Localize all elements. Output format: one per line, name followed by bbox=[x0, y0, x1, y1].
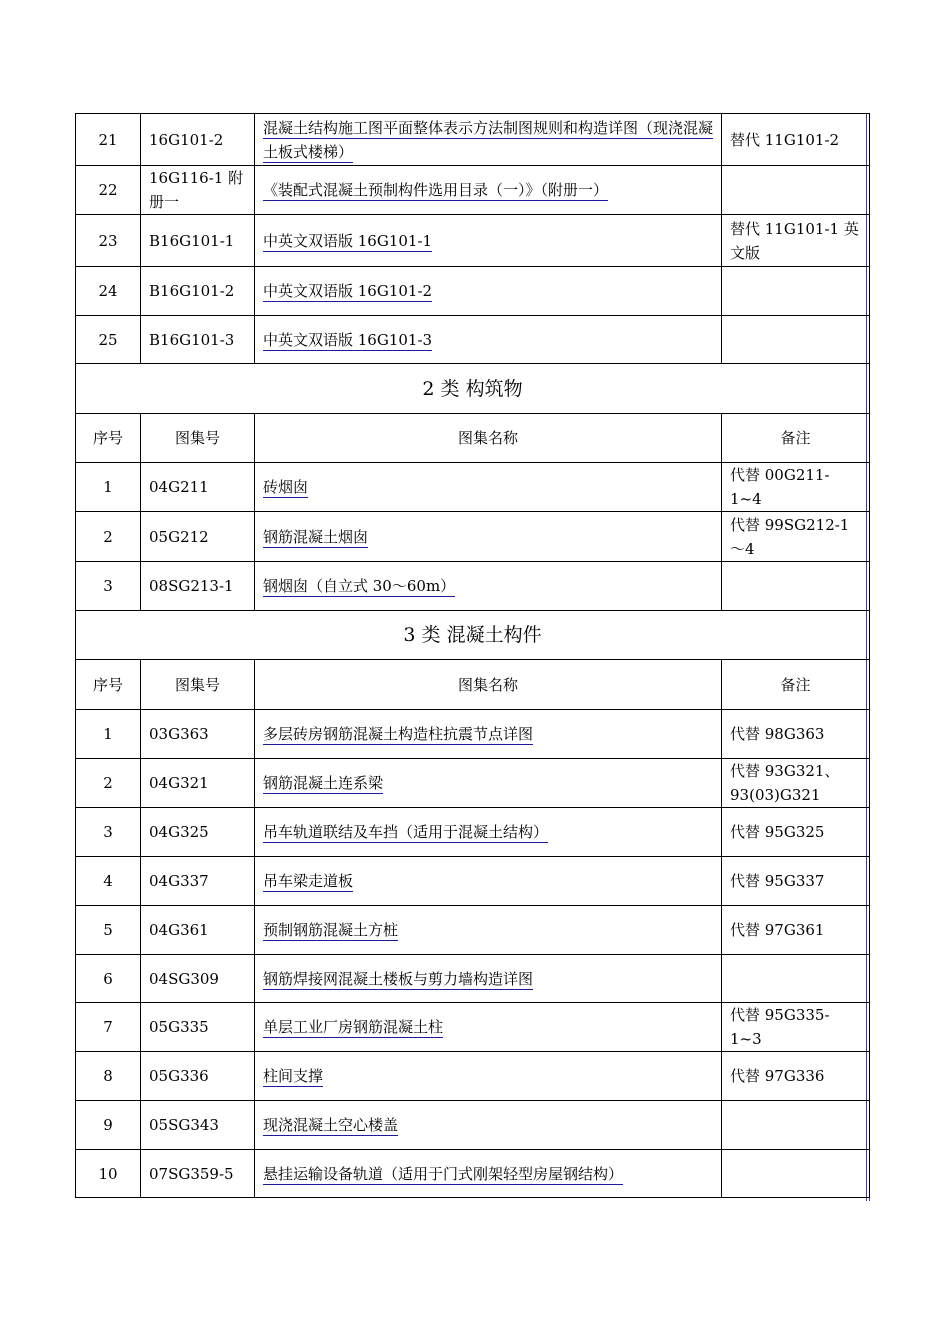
atlas-code: 04G321 bbox=[141, 759, 255, 808]
table-row bbox=[76, 808, 870, 857]
row-number: 25 bbox=[76, 316, 141, 364]
atlas-name-link[interactable]: 钢筋焊接网混凝土楼板与剪力墙构造详图 bbox=[263, 969, 534, 988]
atlas-name bbox=[255, 562, 722, 611]
atlas-code: B16G101-2 bbox=[141, 267, 255, 316]
section-title: 2 类 构筑物 bbox=[76, 364, 870, 414]
table-row bbox=[76, 759, 870, 808]
section-heading-row bbox=[76, 611, 870, 660]
atlas-code: 04G325 bbox=[141, 808, 255, 857]
table-row bbox=[76, 1003, 870, 1052]
row-number: 4 bbox=[76, 857, 141, 906]
atlas-name-link[interactable]: 悬挂运输设备轨道（适用于门式刚架轻型房屋钢结构） bbox=[263, 1164, 624, 1183]
atlas-name bbox=[255, 808, 722, 857]
table-row bbox=[76, 463, 870, 512]
atlas-code: B16G101-1 bbox=[141, 215, 255, 267]
atlas-name-link[interactable]: 吊车梁走道板 bbox=[263, 872, 354, 890]
table-row bbox=[76, 1101, 870, 1150]
atlas-name-link[interactable]: 吊车轨道联结及车挡（适用于混凝土结构） bbox=[263, 823, 549, 841]
table-header-row bbox=[76, 660, 870, 710]
row-number: 3 bbox=[76, 562, 141, 611]
row-number: 3 bbox=[76, 808, 141, 857]
atlas-note bbox=[722, 166, 870, 215]
atlas-name-link[interactable]: 单层工业厂房钢筋混凝土柱 bbox=[263, 1018, 444, 1036]
col-header-code: 图集号 bbox=[141, 414, 255, 463]
row-number: 1 bbox=[76, 710, 141, 759]
atlas-code: 04G337 bbox=[141, 857, 255, 906]
atlas-name bbox=[255, 710, 722, 759]
col-header-name: 图集名称 bbox=[255, 660, 722, 710]
atlas-note: 代替 97G361 bbox=[722, 906, 870, 955]
atlas-name bbox=[255, 512, 722, 562]
atlas-table bbox=[75, 113, 870, 1198]
atlas-name bbox=[255, 215, 722, 267]
table-row bbox=[76, 710, 870, 759]
row-number: 1 bbox=[76, 463, 141, 512]
atlas-note: 代替 95G335-1~3 bbox=[722, 1003, 870, 1052]
atlas-name-link[interactable]: 多层砖房钢筋混凝土构造柱抗震节点详图 bbox=[263, 725, 534, 743]
table-row bbox=[76, 512, 870, 562]
atlas-name bbox=[255, 857, 722, 906]
row-number: 10 bbox=[76, 1150, 141, 1198]
row-number: 5 bbox=[76, 906, 141, 955]
atlas-code: B16G101-3 bbox=[141, 316, 255, 364]
atlas-note bbox=[722, 955, 870, 1003]
atlas-name-link[interactable]: 中英文双语版 16G101-3 bbox=[263, 330, 433, 349]
table-row bbox=[76, 906, 870, 955]
atlas-name bbox=[255, 1052, 722, 1101]
atlas-name bbox=[255, 1101, 722, 1150]
row-number: 8 bbox=[76, 1052, 141, 1101]
row-number: 22 bbox=[76, 166, 141, 215]
atlas-name-link[interactable]: 中英文双语版 16G101-2 bbox=[263, 282, 433, 300]
atlas-note bbox=[722, 316, 870, 364]
atlas-name bbox=[255, 316, 722, 364]
atlas-note bbox=[722, 1150, 870, 1198]
atlas-note: 代替 97G336 bbox=[722, 1052, 870, 1101]
atlas-table-body bbox=[76, 114, 870, 1198]
atlas-code: 04G211 bbox=[141, 463, 255, 512]
atlas-note: 代替 00G211-1~4 bbox=[722, 463, 870, 512]
atlas-code: 05SG343 bbox=[141, 1101, 255, 1150]
atlas-name bbox=[255, 955, 722, 1003]
atlas-note bbox=[722, 562, 870, 611]
row-number: 21 bbox=[76, 114, 141, 166]
atlas-note bbox=[722, 1101, 870, 1150]
atlas-code: 04G361 bbox=[141, 906, 255, 955]
atlas-name bbox=[255, 1150, 722, 1198]
table-row bbox=[76, 267, 870, 316]
atlas-note: 代替 99SG212-1～4 bbox=[722, 512, 870, 562]
atlas-name bbox=[255, 1003, 722, 1052]
atlas-name-link[interactable]: 砖烟囱 bbox=[263, 478, 309, 496]
atlas-name bbox=[255, 463, 722, 512]
table-row bbox=[76, 166, 870, 215]
col-header-name: 图集名称 bbox=[255, 414, 722, 463]
table-row bbox=[76, 114, 870, 166]
atlas-name bbox=[255, 267, 722, 316]
col-header-note: 备注 bbox=[722, 414, 870, 463]
table-row bbox=[76, 562, 870, 611]
atlas-name-link[interactable]: 《装配式混凝土预制构件选用目录（一）》（附册一） bbox=[263, 181, 609, 199]
atlas-code: 05G212 bbox=[141, 512, 255, 562]
atlas-name-link[interactable]: 混凝土结构施工图平面整体表示方法制图规则和构造详图（现浇混凝土板式楼梯） bbox=[263, 118, 714, 161]
atlas-code: 16G116-1 附册一 bbox=[141, 166, 255, 215]
atlas-name-link[interactable]: 钢筋混凝土烟囱 bbox=[263, 527, 369, 546]
atlas-name bbox=[255, 166, 722, 215]
section-heading-row bbox=[76, 364, 870, 414]
row-number: 24 bbox=[76, 267, 141, 316]
atlas-note: 代替 93G321、93(03)G321 bbox=[722, 759, 870, 808]
table-row bbox=[76, 316, 870, 364]
atlas-code: 04SG309 bbox=[141, 955, 255, 1003]
row-number: 9 bbox=[76, 1101, 141, 1150]
atlas-code: 08SG213-1 bbox=[141, 562, 255, 611]
col-header-note: 备注 bbox=[722, 660, 870, 710]
atlas-name-link[interactable]: 预制钢筋混凝土方桩 bbox=[263, 921, 399, 939]
atlas-name-link[interactable]: 柱间支撑 bbox=[263, 1067, 324, 1085]
col-header-no: 序号 bbox=[76, 660, 141, 710]
atlas-code: 07SG359-5 bbox=[141, 1150, 255, 1198]
atlas-code: 05G335 bbox=[141, 1003, 255, 1052]
atlas-name-link[interactable]: 钢烟囱（自立式 30～60m） bbox=[263, 577, 456, 595]
atlas-note: 代替 95G325 bbox=[722, 808, 870, 857]
atlas-note: 代替 98G363 bbox=[722, 710, 870, 759]
row-number: 2 bbox=[76, 512, 141, 562]
atlas-name-link[interactable]: 钢筋混凝土连系梁 bbox=[263, 774, 384, 792]
table-row bbox=[76, 215, 870, 267]
col-header-no: 序号 bbox=[76, 414, 141, 463]
row-number: 2 bbox=[76, 759, 141, 808]
atlas-name bbox=[255, 906, 722, 955]
col-header-code: 图集号 bbox=[141, 660, 255, 710]
table-row bbox=[76, 857, 870, 906]
atlas-name-link[interactable]: 中英文双语版 16G101-1 bbox=[263, 231, 433, 250]
table-row bbox=[76, 1052, 870, 1101]
row-number: 6 bbox=[76, 955, 141, 1003]
atlas-note bbox=[722, 267, 870, 316]
row-number: 7 bbox=[76, 1003, 141, 1052]
table-row bbox=[76, 1150, 870, 1198]
atlas-code: 03G363 bbox=[141, 710, 255, 759]
atlas-note: 替代 11G101-1 英文版 bbox=[722, 215, 870, 267]
atlas-name bbox=[255, 759, 722, 808]
atlas-name-link[interactable]: 现浇混凝土空心楼盖 bbox=[263, 1116, 399, 1134]
section-title: 3 类 混凝土构件 bbox=[76, 611, 870, 660]
atlas-note: 代替 95G337 bbox=[722, 857, 870, 906]
atlas-name bbox=[255, 114, 722, 166]
row-number: 23 bbox=[76, 215, 141, 267]
atlas-code: 05G336 bbox=[141, 1052, 255, 1101]
table-row bbox=[76, 955, 870, 1003]
atlas-code: 16G101-2 bbox=[141, 114, 255, 166]
table-header-row bbox=[76, 414, 870, 463]
atlas-note: 替代 11G101-2 bbox=[722, 114, 870, 166]
